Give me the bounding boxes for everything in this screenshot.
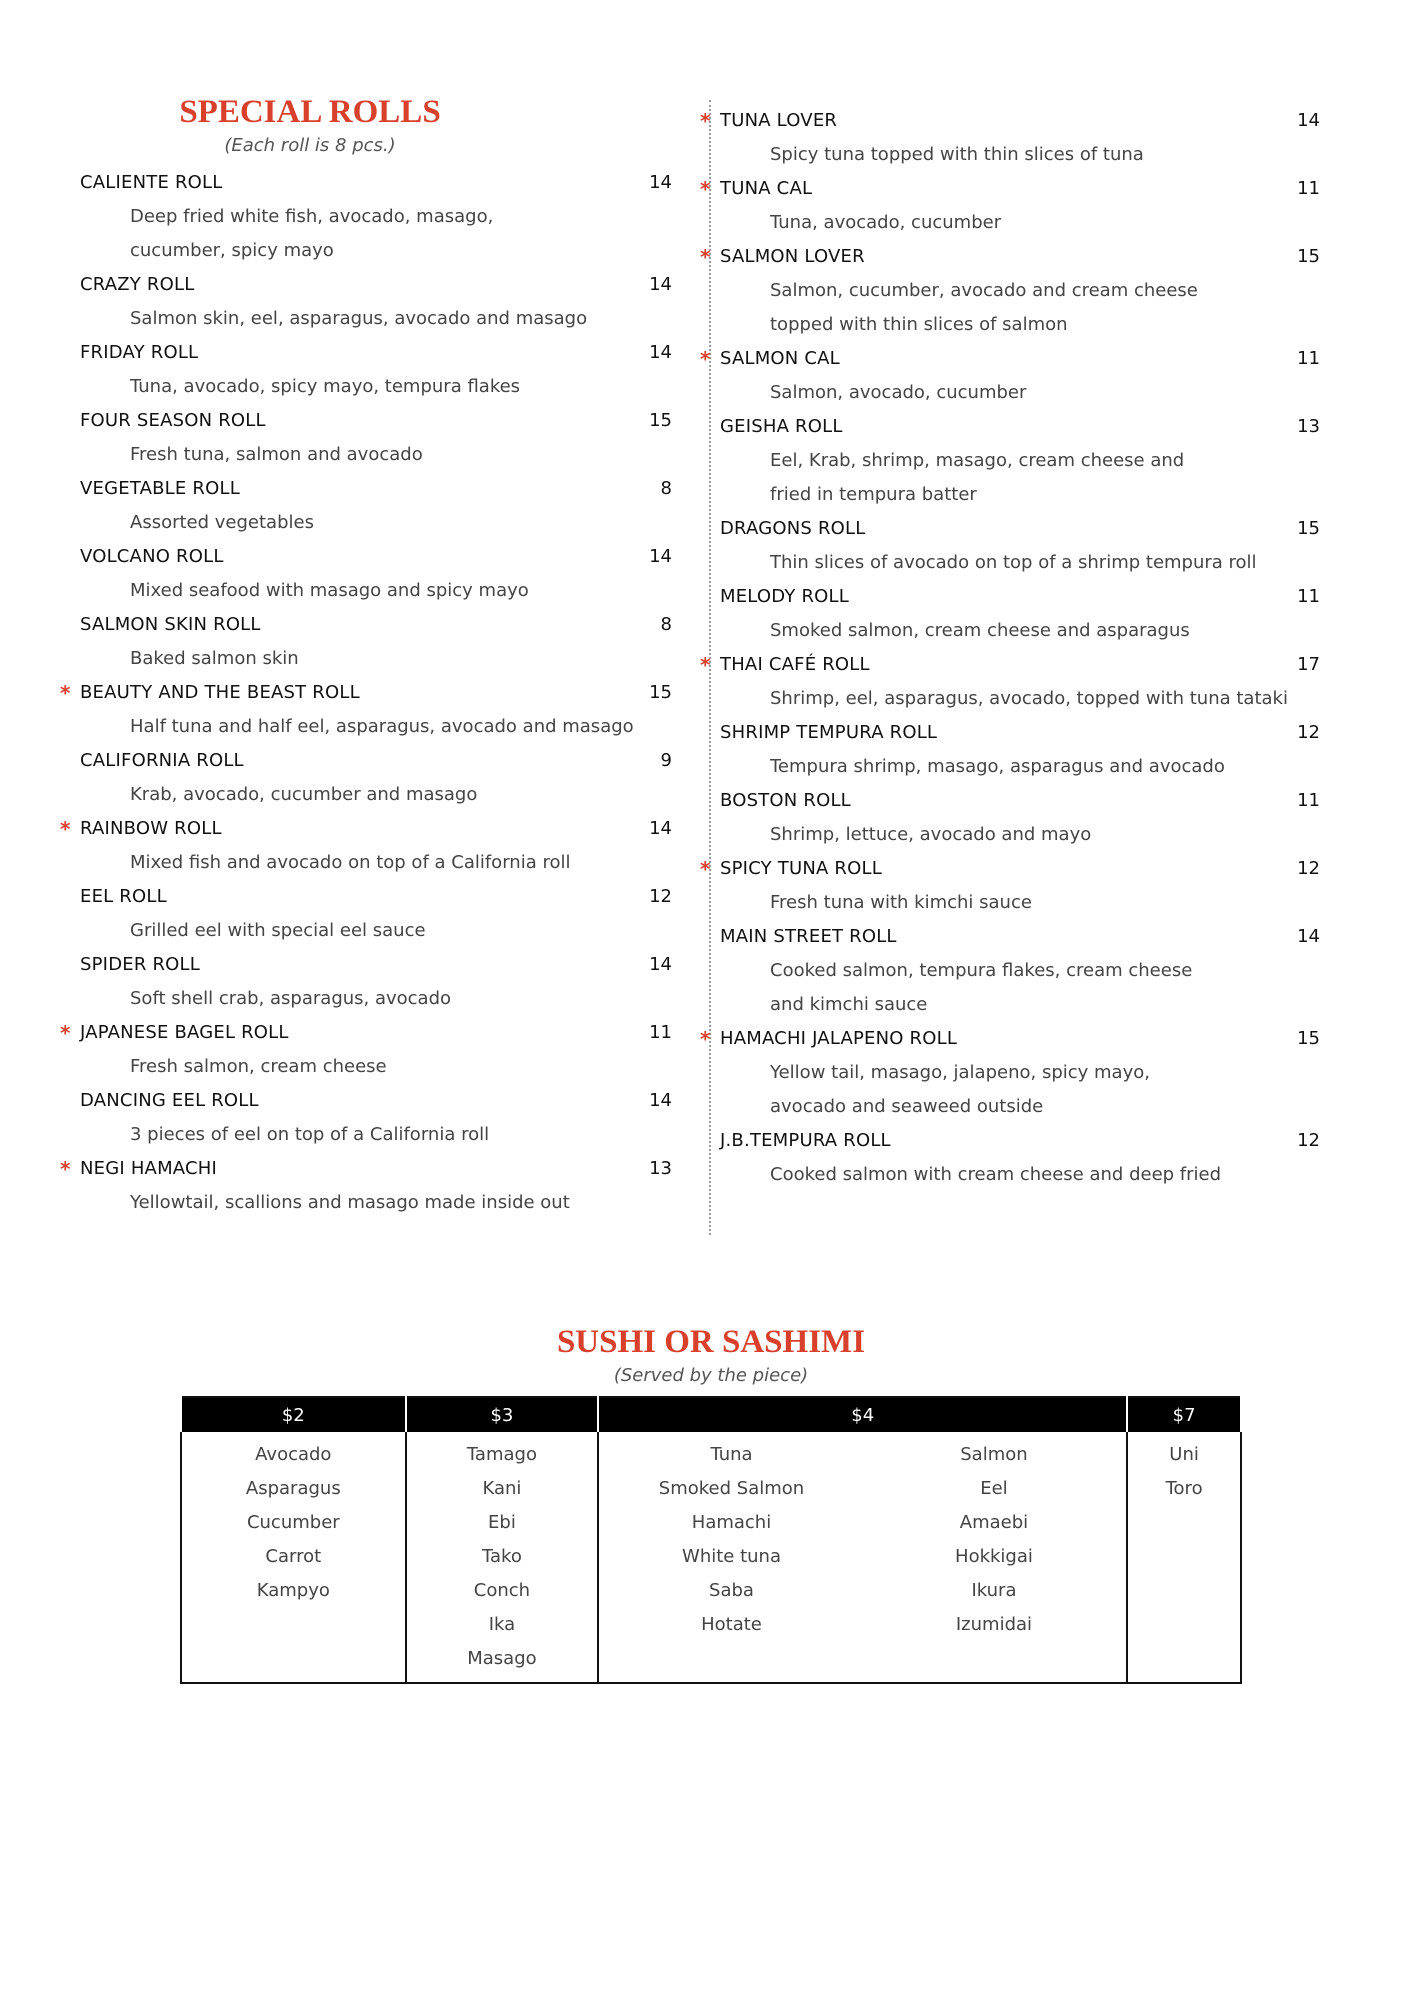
menu-item-price: 15 [649, 410, 672, 431]
menu-item-price: 12 [1297, 858, 1320, 879]
price-tier-items [181, 1432, 406, 1683]
menu-item-header [60, 1152, 680, 1186]
menu-item-name: BOSTON ROLL [720, 790, 851, 811]
menu-item-crazy-roll [80, 268, 680, 336]
sushi-item: Masago [467, 1648, 537, 1669]
menu-item-description: Fresh tuna, salmon and avocado [130, 444, 423, 465]
menu-item-tuna-cal [700, 172, 1320, 240]
menu-item-description: Eel, Krab, shrimp, masago, cream cheese and [770, 450, 1185, 471]
menu-item-description: Salmon skin, eel, asparagus, avocado and masago [130, 308, 588, 329]
price-tier-items [406, 1432, 599, 1683]
menu-item-name: J.B.TEMPURA ROLL [720, 1130, 891, 1151]
menu-item-description: Assorted vegetables [130, 512, 314, 533]
menu-item-price: 8 [660, 478, 672, 499]
price-tier-header: $4 [598, 1397, 1127, 1432]
menu-item-price: 14 [649, 1090, 672, 1111]
menu-item-name: FOUR SEASON ROLL [80, 410, 266, 431]
menu-item-name: CALIFORNIA ROLL [80, 750, 244, 771]
menu-item-header [700, 648, 1320, 682]
menu-item-description: Cooked salmon, tempura flakes, cream cheese [770, 960, 1193, 981]
sushi-item: Izumidai [955, 1614, 1033, 1635]
menu-item-price: 11 [1297, 790, 1320, 811]
menu-item-price: 12 [1297, 722, 1320, 743]
menu-item-name: THAI CAFÉ ROLL [720, 654, 870, 675]
sushi-table-header [181, 1397, 1241, 1432]
menu-item-spider-roll [80, 948, 680, 1016]
menu-item-description: Fresh tuna with kimchi sauce [770, 892, 1032, 913]
menu-item-price: 11 [1297, 178, 1320, 199]
menu-item-name: CRAZY ROLL [80, 274, 195, 295]
menu-item-description: Deep fried white fish, avocado, masago, [130, 206, 494, 227]
menu-item-description: Tuna, avocado, spicy mayo, tempura flakes [130, 376, 521, 397]
sushi-item: Eel [980, 1478, 1008, 1499]
menu-item-description: avocado and seaweed outside [770, 1096, 1044, 1117]
menu-item-price: 13 [1297, 416, 1320, 437]
menu-item-name: TUNA CAL [720, 178, 813, 199]
menu-item-header [80, 608, 680, 642]
menu-item-spicy-tuna-roll [700, 852, 1320, 920]
menu-item-price: 15 [1297, 1028, 1320, 1049]
sushi-item: Ika [488, 1614, 516, 1635]
menu-item-price: 14 [649, 546, 672, 567]
menu-item-description: Krab, avocado, cucumber and masago [130, 784, 478, 805]
sushi-item: White tuna [682, 1546, 781, 1567]
sushi-item: Smoked Salmon [658, 1478, 805, 1499]
menu-item-description: Half tuna and half eel, asparagus, avocado and masago [130, 716, 634, 737]
sushi-item: Tamago [466, 1444, 537, 1465]
menu-item-negi-hamachi [60, 1152, 680, 1220]
menu-item-header [80, 948, 680, 982]
price-tier-header: $7 [1127, 1397, 1241, 1432]
menu-item-price: 9 [660, 750, 672, 771]
menu-item-name: NEGI HAMACHI [80, 1158, 218, 1179]
menu-item-price: 14 [649, 342, 672, 363]
menu-item-description: Tuna, avocado, cucumber [770, 212, 1002, 233]
price-tier-header: $2 [181, 1397, 406, 1432]
menu-item-name: SHRIMP TEMPURA ROLL [720, 722, 938, 743]
menu-item-price: 12 [1297, 1130, 1320, 1151]
menu-item-salmon-cal [700, 342, 1320, 410]
menu-item-hamachi-jalapeno-roll [700, 1022, 1320, 1124]
menu-item-header [700, 240, 1320, 274]
menu-item-four-season-roll [80, 404, 680, 472]
menu-item-price: 14 [649, 954, 672, 975]
menu-item-name: SALMON CAL [720, 348, 840, 369]
menu-item-salmon-skin-roll [80, 608, 680, 676]
menu-item-name: SPICY TUNA ROLL [720, 858, 882, 879]
spicy-asterisk-icon: * [60, 1157, 71, 1181]
menu-item-header [700, 852, 1320, 886]
menu-item-header [60, 812, 680, 846]
menu-item-caliente-roll [80, 166, 680, 268]
menu-item-name: FRIDAY ROLL [80, 342, 199, 363]
special-rolls-left-column [60, 92, 680, 1220]
menu-item-tuna-lover [700, 104, 1320, 172]
menu-item-description: Spicy tuna topped with thin slices of tuna [770, 144, 1144, 165]
spicy-asterisk-icon: * [700, 347, 711, 371]
menu-item-j-b-tempura-roll [720, 1124, 1320, 1192]
menu-item-header [80, 166, 680, 200]
menu-item-header [60, 1016, 680, 1050]
menu-item-header [80, 336, 680, 370]
menu-item-price: 15 [1297, 518, 1320, 539]
sushi-item: Tako [482, 1546, 522, 1567]
sushi-price-table [180, 1396, 1242, 1684]
menu-item-header [80, 744, 680, 778]
menu-item-price: 14 [1297, 926, 1320, 947]
menu-item-header [720, 410, 1320, 444]
menu-item-name: GEISHA ROLL [720, 416, 843, 437]
menu-item-eel-roll [80, 880, 680, 948]
menu-item-name: DRAGONS ROLL [720, 518, 866, 539]
menu-item-description: Baked salmon skin [130, 648, 299, 669]
menu-item-california-roll [80, 744, 680, 812]
sushi-item: Asparagus [245, 1478, 341, 1499]
menu-item-description: fried in tempura batter [770, 484, 977, 505]
price-tier-items [1127, 1432, 1241, 1683]
menu-item-header [720, 716, 1320, 750]
sushi-item: Conch [473, 1580, 531, 1601]
menu-item-description: Tempura shrimp, masago, asparagus and avocado [770, 756, 1225, 777]
menu-item-name: SALMON SKIN ROLL [80, 614, 261, 635]
menu-item-description: Salmon, avocado, cucumber [770, 382, 1027, 403]
menu-item-header [700, 342, 1320, 376]
menu-item-name: MAIN STREET ROLL [720, 926, 897, 947]
menu-item-boston-roll [720, 784, 1320, 852]
special-rolls-title: SPECIAL ROLLS [179, 94, 441, 130]
menu-item-header [60, 676, 680, 710]
menu-item-description: topped with thin slices of salmon [770, 314, 1068, 335]
sushi-item: Ikura [971, 1580, 1017, 1601]
menu-item-description: Smoked salmon, cream cheese and asparagus [770, 620, 1190, 641]
price-tier-header: $3 [406, 1397, 599, 1432]
spicy-asterisk-icon: * [60, 1021, 71, 1045]
sushi-item: Salmon [960, 1444, 1028, 1465]
menu-item-description: Yellow tail, masago, jalapeno, spicy mayo, [770, 1062, 1150, 1083]
sushi-item: Kampyo [256, 1580, 330, 1601]
menu-item-friday-roll [80, 336, 680, 404]
menu-item-header [80, 540, 680, 574]
menu-item-name: MELODY ROLL [720, 586, 849, 607]
menu-item-shrimp-tempura-roll [720, 716, 1320, 784]
menu-item-description: Shrimp, eel, asparagus, avocado, topped with tuna tataki [770, 688, 1288, 709]
menu-item-price: 15 [1297, 246, 1320, 267]
menu-item-price: 14 [1297, 110, 1320, 131]
menu-item-header [80, 1084, 680, 1118]
spicy-asterisk-icon: * [700, 857, 711, 881]
menu-item-header [80, 404, 680, 438]
menu-item-beauty-and-the-beast-roll [60, 676, 680, 744]
menu-item-name: SALMON LOVER [720, 246, 865, 267]
menu-item-description: cucumber, spicy mayo [130, 240, 334, 261]
spicy-asterisk-icon: * [700, 109, 711, 133]
menu-item-header [720, 512, 1320, 546]
menu-item-name: BEAUTY AND THE BEAST ROLL [80, 682, 360, 703]
menu-item-price: 11 [649, 1022, 672, 1043]
menu-item-price: 12 [649, 886, 672, 907]
sushi-item: Hokkigai [955, 1546, 1033, 1567]
menu-item-price: 17 [1297, 654, 1320, 675]
sushi-item: Hamachi [691, 1512, 772, 1533]
menu-item-header [720, 784, 1320, 818]
menu-item-description: Mixed seafood with masago and spicy mayo [130, 580, 529, 601]
menu-item-dragons-roll [720, 512, 1320, 580]
menu-item-price: 11 [1297, 348, 1320, 369]
menu-item-thai-caf-roll [700, 648, 1320, 716]
menu-item-price: 11 [1297, 586, 1320, 607]
menu-item-name: CALIENTE ROLL [80, 172, 223, 193]
menu-item-header [700, 172, 1320, 206]
sushi-item: Toro [1165, 1478, 1203, 1499]
menu-item-price: 14 [649, 274, 672, 295]
menu-item-header [700, 1022, 1320, 1056]
menu-item-vegetable-roll [80, 472, 680, 540]
spicy-asterisk-icon: * [700, 653, 711, 677]
sushi-item: Carrot [265, 1546, 322, 1567]
menu-item-name: TUNA LOVER [720, 110, 838, 131]
special-rolls-subtitle: (Each roll is 8 pcs.) [224, 135, 396, 156]
special-rolls-right-column [700, 104, 1320, 1192]
menu-item-description: and kimchi sauce [770, 994, 928, 1015]
menu-item-description: Grilled eel with special eel sauce [130, 920, 426, 941]
menu-item-description: Thin slices of avocado on top of a shrimp tempura roll [770, 552, 1257, 573]
spicy-asterisk-icon: * [700, 177, 711, 201]
menu-item-dancing-eel-roll [80, 1084, 680, 1152]
menu-item-name: EEL ROLL [80, 886, 167, 907]
menu-item-header [720, 580, 1320, 614]
sushi-title: SUSHI OR SASHIMI [556, 1324, 866, 1360]
menu-item-header [80, 472, 680, 506]
sushi-item: Amaebi [959, 1512, 1029, 1533]
menu-item-description: Fresh salmon, cream cheese [130, 1056, 387, 1077]
menu-item-description: Mixed fish and avocado on top of a California roll [130, 852, 571, 873]
menu-item-name: DANCING EEL ROLL [80, 1090, 259, 1111]
menu-item-name: HAMACHI JALAPENO ROLL [720, 1028, 958, 1049]
sushi-item: Ebi [488, 1512, 516, 1533]
sushi-item: Cucumber [246, 1512, 340, 1533]
menu-item-description: Cooked salmon with cream cheese and deep fried [770, 1164, 1222, 1185]
menu-item-price: 14 [649, 172, 672, 193]
menu-item-header [80, 268, 680, 302]
menu-item-salmon-lover [700, 240, 1320, 342]
menu-item-name: SPIDER ROLL [80, 954, 200, 975]
menu-item-name: VOLCANO ROLL [80, 546, 224, 567]
menu-item-rainbow-roll [60, 812, 680, 880]
sushi-item: Avocado [255, 1444, 332, 1465]
menu-item-name: RAINBOW ROLL [80, 818, 222, 839]
menu-item-header [80, 880, 680, 914]
menu-item-main-street-roll [720, 920, 1320, 1022]
sushi-table-row [181, 1432, 1241, 1683]
menu-item-header [700, 104, 1320, 138]
roll-list-left [60, 166, 680, 1220]
menu-item-header [720, 920, 1320, 954]
roll-list-right [700, 104, 1320, 1192]
sushi-subtitle: (Served by the piece) [613, 1365, 809, 1386]
menu-item-name: JAPANESE BAGEL ROLL [80, 1022, 289, 1043]
menu-item-description: Salmon, cucumber, avocado and cream cheese [770, 280, 1198, 301]
menu-item-geisha-roll [720, 410, 1320, 512]
menu-item-price: 14 [649, 818, 672, 839]
menu-item-name: VEGETABLE ROLL [80, 478, 240, 499]
menu-item-japanese-bagel-roll [60, 1016, 680, 1084]
sushi-item: Hotate [701, 1614, 762, 1635]
menu-item-melody-roll [720, 580, 1320, 648]
spicy-asterisk-icon: * [700, 1027, 711, 1051]
menu-item-description: Yellowtail, scallions and masago made inside out [130, 1192, 570, 1213]
sushi-item: Saba [709, 1580, 754, 1601]
menu-item-description: 3 pieces of eel on top of a California roll [130, 1124, 490, 1145]
spicy-asterisk-icon: * [60, 817, 71, 841]
menu-item-description: Soft shell crab, asparagus, avocado [130, 988, 452, 1009]
spicy-asterisk-icon: * [700, 245, 711, 269]
sushi-item: Uni [1169, 1444, 1199, 1465]
spicy-asterisk-icon: * [60, 681, 71, 705]
menu-item-description: Shrimp, lettuce, avocado and mayo [770, 824, 1092, 845]
menu-item-volcano-roll [80, 540, 680, 608]
menu-item-header [720, 1124, 1320, 1158]
sushi-item: Kani [482, 1478, 522, 1499]
menu-item-price: 8 [660, 614, 672, 635]
price-tier-items [598, 1432, 1127, 1683]
menu-item-price: 13 [649, 1158, 672, 1179]
sushi-sashimi-section [180, 1322, 1242, 1684]
sushi-item: Tuna [710, 1444, 753, 1465]
menu-item-price: 15 [649, 682, 672, 703]
